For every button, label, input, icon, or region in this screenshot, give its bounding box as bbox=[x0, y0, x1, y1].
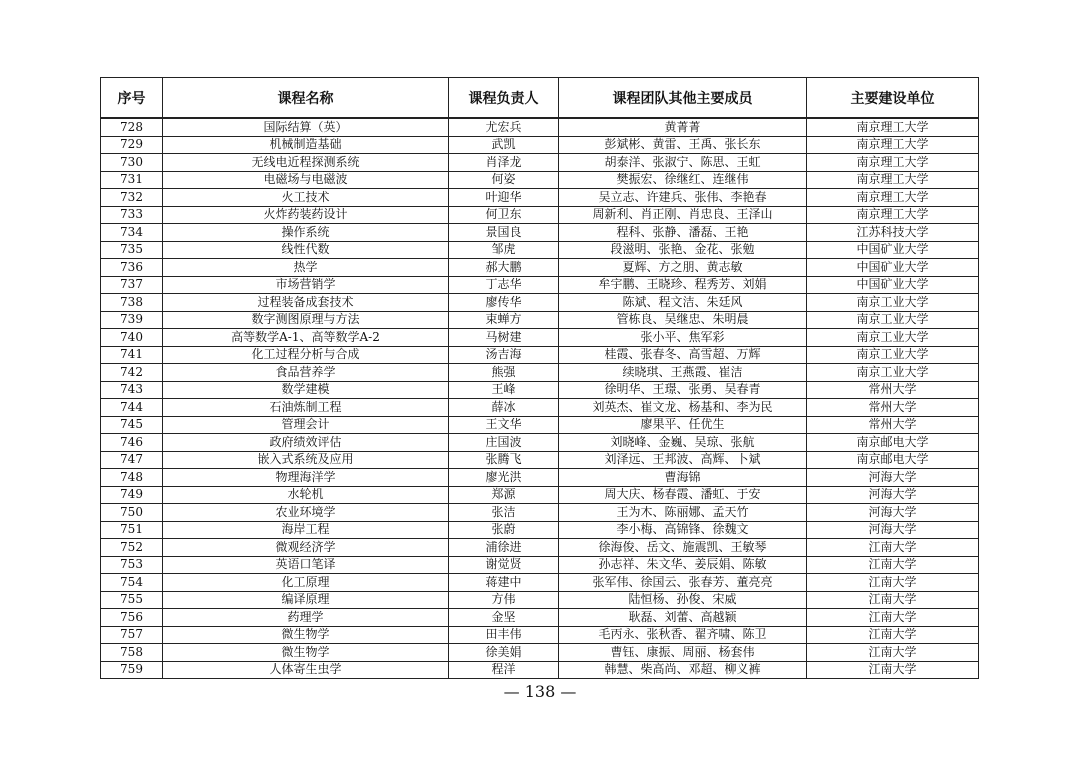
cell-team-members: 张小平、焦军彩 bbox=[559, 329, 807, 347]
cell-course-lead: 熊强 bbox=[449, 364, 559, 382]
cell-team-members: 陆恒杨、孙俊、宋威 bbox=[559, 591, 807, 609]
cell-course-name: 电磁场与电磁波 bbox=[163, 171, 449, 189]
header-institution: 主要建设单位 bbox=[807, 78, 979, 119]
table-row bbox=[101, 504, 979, 522]
cell-index: 751 bbox=[101, 521, 163, 539]
cell-team-members: 毛丙永、张秋香、翟齐啸、陈卫 bbox=[559, 626, 807, 644]
cell-index: 743 bbox=[101, 381, 163, 399]
cell-index: 759 bbox=[101, 661, 163, 679]
cell-course-name: 微生物学 bbox=[163, 644, 449, 662]
cell-team-members: 徐明华、王璟、张勇、吴春青 bbox=[559, 381, 807, 399]
cell-institution: 河海大学 bbox=[807, 469, 979, 487]
table-row bbox=[101, 644, 979, 662]
cell-course-lead: 方伟 bbox=[449, 591, 559, 609]
table-row bbox=[101, 399, 979, 417]
cell-course-name: 数学建模 bbox=[163, 381, 449, 399]
table-row bbox=[101, 259, 979, 277]
cell-institution: 南京理工大学 bbox=[807, 189, 979, 207]
cell-institution: 江南大学 bbox=[807, 644, 979, 662]
cell-index: 757 bbox=[101, 626, 163, 644]
header-course-name: 课程名称 bbox=[163, 78, 449, 119]
cell-index: 729 bbox=[101, 136, 163, 154]
cell-index: 738 bbox=[101, 294, 163, 312]
cell-course-name: 化工原理 bbox=[163, 574, 449, 592]
table-row bbox=[101, 416, 979, 434]
cell-team-members: 王为木、陈丽娜、孟天竹 bbox=[559, 504, 807, 522]
cell-course-name: 石油炼制工程 bbox=[163, 399, 449, 417]
cell-institution: 江南大学 bbox=[807, 539, 979, 557]
table-row bbox=[101, 241, 979, 259]
cell-team-members: 刘晓峰、金巍、吴琼、张航 bbox=[559, 434, 807, 452]
cell-course-name: 英语口笔译 bbox=[163, 556, 449, 574]
cell-course-lead: 尤宏兵 bbox=[449, 118, 559, 136]
cell-index: 739 bbox=[101, 311, 163, 329]
cell-course-lead: 何姿 bbox=[449, 171, 559, 189]
cell-course-lead: 庄国波 bbox=[449, 434, 559, 452]
header-team-members: 课程团队其他主要成员 bbox=[559, 78, 807, 119]
table-row bbox=[101, 224, 979, 242]
cell-course-lead: 肖泽龙 bbox=[449, 154, 559, 172]
cell-institution: 南京理工大学 bbox=[807, 206, 979, 224]
cell-course-lead: 浦徐进 bbox=[449, 539, 559, 557]
cell-course-name: 政府绩效评估 bbox=[163, 434, 449, 452]
table-row bbox=[101, 364, 979, 382]
table-row bbox=[101, 591, 979, 609]
cell-team-members: 张军伟、徐国云、张春芳、董亮亮 bbox=[559, 574, 807, 592]
cell-course-name: 微生物学 bbox=[163, 626, 449, 644]
cell-course-lead: 叶迎华 bbox=[449, 189, 559, 207]
table-row bbox=[101, 118, 979, 136]
cell-course-lead: 丁志华 bbox=[449, 276, 559, 294]
cell-index: 740 bbox=[101, 329, 163, 347]
cell-index: 731 bbox=[101, 171, 163, 189]
cell-course-lead: 武凯 bbox=[449, 136, 559, 154]
cell-course-lead: 王文华 bbox=[449, 416, 559, 434]
cell-course-name: 化工过程分析与合成 bbox=[163, 346, 449, 364]
cell-index: 753 bbox=[101, 556, 163, 574]
cell-institution: 南京工业大学 bbox=[807, 311, 979, 329]
cell-team-members: 吴立志、许建兵、张伟、李艳春 bbox=[559, 189, 807, 207]
cell-institution: 南京理工大学 bbox=[807, 154, 979, 172]
cell-institution: 江南大学 bbox=[807, 574, 979, 592]
cell-course-name: 编译原理 bbox=[163, 591, 449, 609]
cell-index: 746 bbox=[101, 434, 163, 452]
cell-course-lead: 金坚 bbox=[449, 609, 559, 627]
cell-team-members: 韩慧、柴高尚、邓超、柳义裤 bbox=[559, 661, 807, 679]
cell-team-members: 陈斌、程文洁、朱廷风 bbox=[559, 294, 807, 312]
cell-course-lead: 邹虎 bbox=[449, 241, 559, 259]
cell-index: 742 bbox=[101, 364, 163, 382]
cell-course-name: 无线电近程探测系统 bbox=[163, 154, 449, 172]
cell-course-lead: 田丰伟 bbox=[449, 626, 559, 644]
cell-index: 745 bbox=[101, 416, 163, 434]
cell-course-name: 热学 bbox=[163, 259, 449, 277]
cell-course-lead: 景国良 bbox=[449, 224, 559, 242]
cell-institution: 南京邮电大学 bbox=[807, 451, 979, 469]
cell-course-name: 火炸药装药设计 bbox=[163, 206, 449, 224]
cell-index: 750 bbox=[101, 504, 163, 522]
cell-course-lead: 马树建 bbox=[449, 329, 559, 347]
table-row bbox=[101, 189, 979, 207]
cell-course-lead: 何卫东 bbox=[449, 206, 559, 224]
cell-institution: 常州大学 bbox=[807, 399, 979, 417]
cell-institution: 南京工业大学 bbox=[807, 346, 979, 364]
cell-course-lead: 张腾飞 bbox=[449, 451, 559, 469]
cell-course-lead: 汤吉海 bbox=[449, 346, 559, 364]
cell-index: 756 bbox=[101, 609, 163, 627]
cell-team-members: 廖果平、任优生 bbox=[559, 416, 807, 434]
cell-course-name: 机械制造基础 bbox=[163, 136, 449, 154]
cell-course-name: 嵌入式系统及应用 bbox=[163, 451, 449, 469]
table-row bbox=[101, 451, 979, 469]
cell-team-members: 刘英杰、崔文龙、杨基和、李为民 bbox=[559, 399, 807, 417]
cell-course-lead: 郑源 bbox=[449, 486, 559, 504]
cell-index: 744 bbox=[101, 399, 163, 417]
cell-team-members: 胡泰洋、张淑宁、陈思、王虹 bbox=[559, 154, 807, 172]
cell-course-lead: 王峰 bbox=[449, 381, 559, 399]
cell-team-members: 李小梅、高锦锋、徐魏文 bbox=[559, 521, 807, 539]
cell-course-lead: 廖传华 bbox=[449, 294, 559, 312]
cell-course-lead: 廖光洪 bbox=[449, 469, 559, 487]
cell-index: 752 bbox=[101, 539, 163, 557]
cell-team-members: 黄菁菁 bbox=[559, 118, 807, 136]
table-row bbox=[101, 521, 979, 539]
cell-index: 758 bbox=[101, 644, 163, 662]
cell-team-members: 樊振宏、徐继红、连继伟 bbox=[559, 171, 807, 189]
cell-institution: 常州大学 bbox=[807, 381, 979, 399]
cell-team-members: 续晓琪、王燕霞、崔洁 bbox=[559, 364, 807, 382]
cell-index: 747 bbox=[101, 451, 163, 469]
cell-team-members: 徐海俊、岳文、施震凯、王敏琴 bbox=[559, 539, 807, 557]
table-row bbox=[101, 276, 979, 294]
table-row bbox=[101, 556, 979, 574]
cell-course-name: 管理会计 bbox=[163, 416, 449, 434]
cell-course-name: 数字测图原理与方法 bbox=[163, 311, 449, 329]
cell-course-name: 市场营销学 bbox=[163, 276, 449, 294]
table-row bbox=[101, 381, 979, 399]
cell-institution: 南京工业大学 bbox=[807, 294, 979, 312]
cell-team-members: 管栋良、吴继忠、朱明晨 bbox=[559, 311, 807, 329]
cell-institution: 南京工业大学 bbox=[807, 364, 979, 382]
cell-course-name: 操作系统 bbox=[163, 224, 449, 242]
cell-institution: 河海大学 bbox=[807, 521, 979, 539]
cell-team-members: 桂霞、张春冬、高雪超、万辉 bbox=[559, 346, 807, 364]
table-row bbox=[101, 171, 979, 189]
table-row bbox=[101, 609, 979, 627]
cell-course-lead: 徐美娟 bbox=[449, 644, 559, 662]
cell-course-lead: 谢觉贤 bbox=[449, 556, 559, 574]
course-table bbox=[100, 77, 979, 679]
cell-team-members: 程科、张静、潘磊、王艳 bbox=[559, 224, 807, 242]
table-row bbox=[101, 136, 979, 154]
table-row bbox=[101, 469, 979, 487]
cell-institution: 江南大学 bbox=[807, 591, 979, 609]
cell-course-lead: 郝大鹏 bbox=[449, 259, 559, 277]
cell-index: 732 bbox=[101, 189, 163, 207]
cell-index: 755 bbox=[101, 591, 163, 609]
cell-course-lead: 程洋 bbox=[449, 661, 559, 679]
table-row bbox=[101, 574, 979, 592]
cell-institution: 河海大学 bbox=[807, 486, 979, 504]
header-course-lead: 课程负责人 bbox=[449, 78, 559, 119]
cell-course-name: 国际结算（英） bbox=[163, 118, 449, 136]
cell-index: 730 bbox=[101, 154, 163, 172]
cell-course-name: 过程装备成套技术 bbox=[163, 294, 449, 312]
cell-course-lead: 薛冰 bbox=[449, 399, 559, 417]
cell-institution: 南京邮电大学 bbox=[807, 434, 979, 452]
cell-institution: 江南大学 bbox=[807, 556, 979, 574]
cell-index: 728 bbox=[101, 118, 163, 136]
cell-course-name: 食品营养学 bbox=[163, 364, 449, 382]
cell-team-members: 耿磊、刘蕾、高越颖 bbox=[559, 609, 807, 627]
table-header-row bbox=[101, 78, 979, 119]
cell-team-members: 孙志祥、朱文华、姜辰娟、陈敏 bbox=[559, 556, 807, 574]
cell-index: 754 bbox=[101, 574, 163, 592]
cell-course-name: 高等数学A-1、高等数学A-2 bbox=[163, 329, 449, 347]
cell-index: 741 bbox=[101, 346, 163, 364]
cell-team-members: 牟宇鹏、王晓珍、程秀芳、刘娟 bbox=[559, 276, 807, 294]
table-row bbox=[101, 626, 979, 644]
cell-institution: 常州大学 bbox=[807, 416, 979, 434]
cell-course-name: 微观经济学 bbox=[163, 539, 449, 557]
cell-team-members: 段滋明、张艳、金花、张勉 bbox=[559, 241, 807, 259]
cell-index: 748 bbox=[101, 469, 163, 487]
cell-team-members: 曹钰、康振、周丽、杨套伟 bbox=[559, 644, 807, 662]
cell-institution: 河海大学 bbox=[807, 504, 979, 522]
cell-team-members: 周大庆、杨春霞、潘虹、于安 bbox=[559, 486, 807, 504]
table-row bbox=[101, 661, 979, 679]
cell-course-name: 人体寄生虫学 bbox=[163, 661, 449, 679]
cell-course-lead: 张洁 bbox=[449, 504, 559, 522]
cell-institution: 江南大学 bbox=[807, 626, 979, 644]
page-number: — 138 — bbox=[503, 682, 577, 701]
table-row bbox=[101, 486, 979, 504]
cell-course-name: 线性代数 bbox=[163, 241, 449, 259]
cell-institution: 南京理工大学 bbox=[807, 136, 979, 154]
table-row bbox=[101, 294, 979, 312]
cell-institution: 南京理工大学 bbox=[807, 171, 979, 189]
cell-course-name: 农业环境学 bbox=[163, 504, 449, 522]
table-row bbox=[101, 329, 979, 347]
cell-team-members: 周新利、肖正刚、肖忠良、王泽山 bbox=[559, 206, 807, 224]
cell-index: 737 bbox=[101, 276, 163, 294]
cell-course-lead: 张蔚 bbox=[449, 521, 559, 539]
cell-course-name: 药理学 bbox=[163, 609, 449, 627]
cell-team-members: 刘泽远、王邦波、高辉、卜斌 bbox=[559, 451, 807, 469]
table-row bbox=[101, 154, 979, 172]
table-row bbox=[101, 539, 979, 557]
table-row bbox=[101, 206, 979, 224]
table-row bbox=[101, 434, 979, 452]
cell-index: 733 bbox=[101, 206, 163, 224]
cell-course-name: 海岸工程 bbox=[163, 521, 449, 539]
header-index: 序号 bbox=[101, 78, 163, 119]
cell-institution: 江南大学 bbox=[807, 661, 979, 679]
cell-institution: 江南大学 bbox=[807, 609, 979, 627]
cell-team-members: 彭斌彬、黄雷、王禹、张长东 bbox=[559, 136, 807, 154]
cell-index: 735 bbox=[101, 241, 163, 259]
table-row bbox=[101, 346, 979, 364]
cell-institution: 中国矿业大学 bbox=[807, 241, 979, 259]
cell-team-members: 曹海锦 bbox=[559, 469, 807, 487]
cell-course-lead: 蒋建中 bbox=[449, 574, 559, 592]
cell-institution: 南京工业大学 bbox=[807, 329, 979, 347]
cell-index: 734 bbox=[101, 224, 163, 242]
cell-course-name: 物理海洋学 bbox=[163, 469, 449, 487]
cell-course-name: 火工技术 bbox=[163, 189, 449, 207]
cell-course-name: 水轮机 bbox=[163, 486, 449, 504]
cell-course-lead: 束蝉方 bbox=[449, 311, 559, 329]
table-body bbox=[101, 118, 979, 679]
cell-team-members: 夏辉、方之朋、黄志敏 bbox=[559, 259, 807, 277]
cell-institution: 江苏科技大学 bbox=[807, 224, 979, 242]
cell-institution: 中国矿业大学 bbox=[807, 259, 979, 277]
table-row bbox=[101, 311, 979, 329]
cell-index: 749 bbox=[101, 486, 163, 504]
cell-institution: 中国矿业大学 bbox=[807, 276, 979, 294]
cell-index: 736 bbox=[101, 259, 163, 277]
cell-institution: 南京理工大学 bbox=[807, 118, 979, 136]
